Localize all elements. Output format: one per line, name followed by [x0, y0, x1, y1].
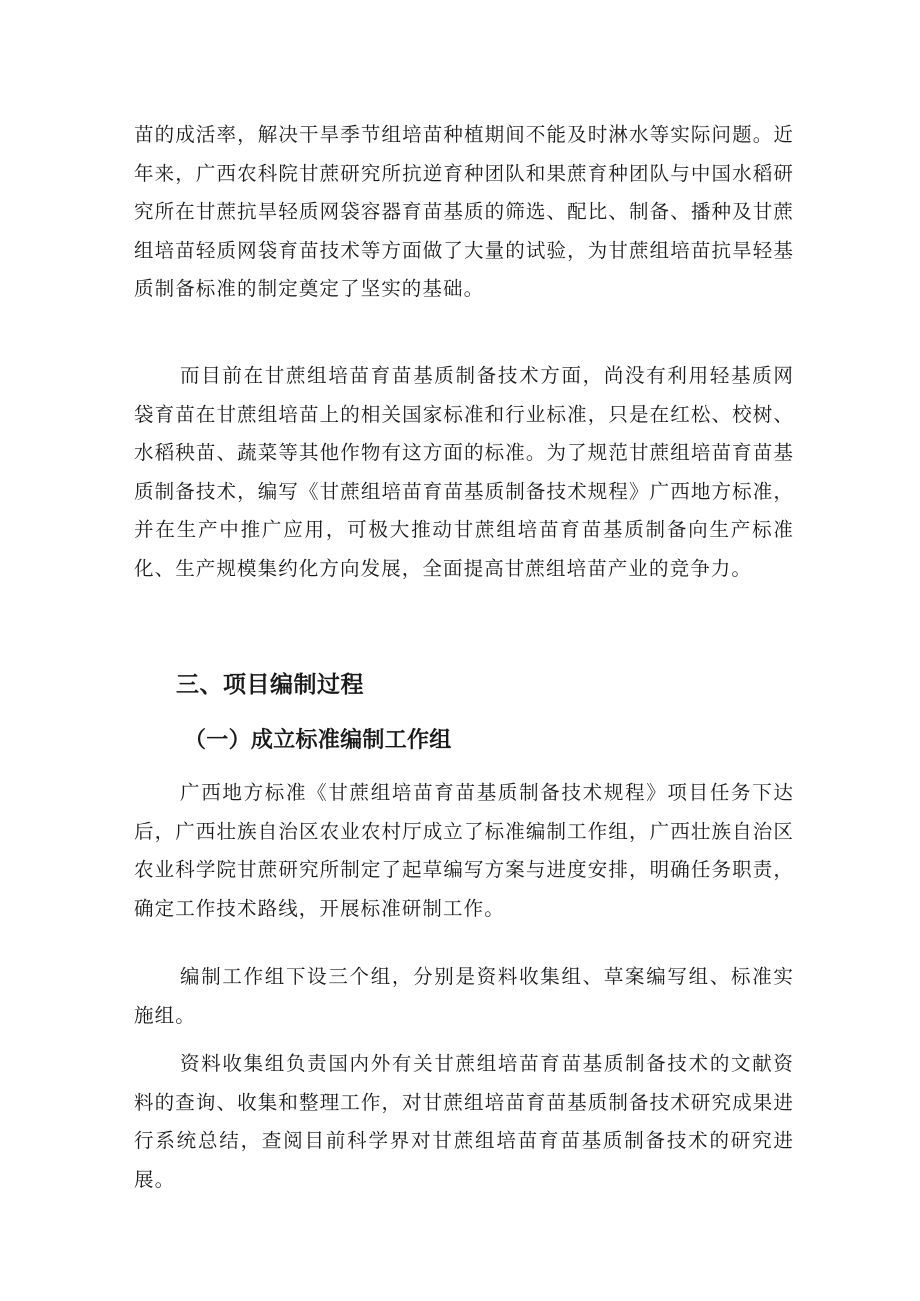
- subsection-heading-working-group: （一）成立标准编制工作组: [184, 728, 452, 753]
- paragraph-current-status: 而目前在甘蔗组培苗育苗基质制备技术方面，尚没有利用轻基质网袋育苗在甘蔗组培苗上的相关国家标准和行业标准，只是在红松、校树、水稻秧苗、蔬菜等其他作物有这方面的标准。为了规范甘蔗组培苗育苗基质制备技术，编写《甘蔗组培苗育苗基质制备技术规程》广西地方标准，并在生产中推广应用，可极大推动甘蔗组培苗育苗基质制备向生产标准化、生产规模集约化方向发展，全面提高甘蔗组培苗产业的竞争力。: [134, 364, 794, 580]
- paragraph-data-collection-group: 资料收集组负责国内外有关甘蔗组培苗育苗基质制备技术的文献资料的查询、收集和整理工作，对甘蔗组培苗育苗基质制备技术研究成果进行系统总结，查阅目前科学界对甘蔗组培苗育苗基质制备技术的研究进展。: [134, 1052, 794, 1191]
- paragraph-intro-continued: 苗的成活率，解决干旱季节组培苗种植期间不能及时淋水等实际问题。近年来，广西农科院甘蔗研究所抗逆育种团队和果蔗育种团队与中国水稻研究所在甘蔗抗旱轻质网袋容器育苗基质的筛选、配比、制备、播种及甘蔗组培苗轻质网袋育苗技术等方面做了大量的试验，为甘蔗组培苗抗旱轻基质制备标准的制定奠定了坚实的基础。: [134, 123, 794, 300]
- section-heading-compilation-process: 三、项目编制过程: [176, 672, 364, 698]
- paragraph-working-group-established: 广西地方标准《甘蔗组培苗育苗基质制备技术规程》项目任务下达后，广西壮族自治区农业农村厅成立了标准编制工作组，广西壮族自治区农业科学院甘蔗研究所制定了起草编写方案与进度安排，明确任务职责，确定工作技术路线，开展标准研制工作。: [134, 781, 794, 920]
- paragraph-three-groups: 编制工作组下设三个组，分别是资料收集组、草案编写组、标准实施组。: [134, 965, 794, 1027]
